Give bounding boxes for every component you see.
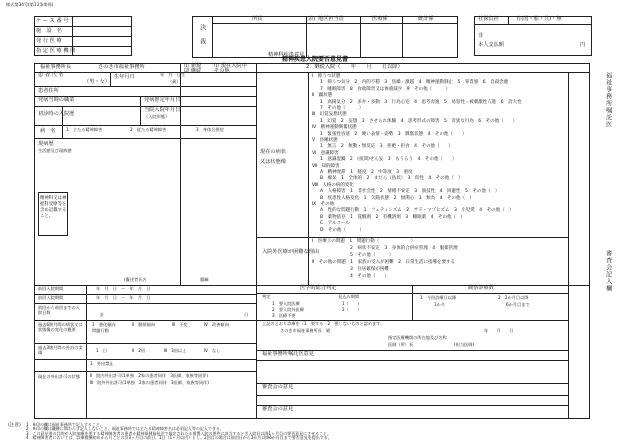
patient-name-label: 患 者 氏 名	[38, 72, 64, 78]
symptom-item: A 精神遅滞 1 軽度 2 中等度 3 重度	[320, 170, 413, 175]
outpt-opt2[interactable]: Ⅱ 院内外出許可(1単独 2家の患者同伴 3医師、家族等同伴)	[90, 373, 209, 378]
opinion-none[interactable]: 3 医療不要	[272, 313, 296, 318]
issuing-medical-label: 発 行 医 療	[36, 38, 62, 44]
symptom-item: B 薬物依存 1 覚醒剤 2 有機溶剤 3 睡眠薬 4 その他（ ）	[320, 214, 466, 220]
self-pay-label: 本人支払額	[478, 42, 504, 48]
obs-opt1b: 1か月	[434, 302, 446, 307]
symptom-item: 7 睡眠障害 8 食欲障害又は体重減少 9 その他（ ）	[320, 86, 451, 92]
hospitalization-item: 2 病状不安定 3 身体的合併症管理 4 服薬管理	[350, 246, 458, 251]
note-item: 4 精神障害者においては、診療報酬初めから月ごとの計3ヶ月目の前日、1日（1ヶ月以内）とし、2回目の場合は前回日から3か月以降6か月目まで要否意見を提出する。	[26, 435, 332, 440]
recent-state-label: 過去6箇月間の病状又は状態像の変化の概要	[38, 322, 83, 333]
symptom-item: A 性的な問題行動 1 フェティシズム 2 サド・マゾヒズム 3 小児愛 4 その他（ ）	[320, 208, 514, 214]
right-vertical-1: 福祉事務所嘱託医	[604, 72, 612, 128]
welfare-office-name: さのき市福祉事務所	[98, 64, 145, 70]
past-admit-label-1: 前回入院期間	[38, 286, 64, 291]
visit-none[interactable]: Ⅳ なし	[204, 348, 221, 353]
designated-institution-label: 指 定 医 療 機 関	[36, 48, 76, 54]
symptom-item: B 疾患性人格変化 1 欠陥状態 2 無関心 3 無為 4 その他（ ）	[320, 195, 475, 201]
opinion-inpatient[interactable]: 1 要入院医療	[272, 301, 300, 306]
occupation-label: 発病当時の職業	[38, 97, 75, 103]
onset-date-label: 発病推定年月日	[144, 97, 181, 103]
notes-label: (注意)	[8, 423, 21, 428]
symptom-item: 1 緊張性昏迷 2 硬い表情・姿勢 3 興奮状態 4 その他（ ）	[320, 131, 467, 137]
assessment-label: 判定	[262, 294, 271, 299]
state-type-label: 又は状態像	[260, 159, 286, 165]
observation-label: 観察診療数	[468, 285, 494, 291]
note-item: 1 ※印の欄は福祉事務所で記入すること。	[26, 422, 104, 427]
state-worse[interactable]: 1 悪化傾向	[92, 322, 116, 327]
state-improving[interactable]: Ⅳ 改善傾向	[204, 322, 229, 327]
present-admit-label: ⑴ 現在入院中	[214, 63, 247, 69]
period-opt1[interactable]: 1（ ）	[342, 301, 362, 306]
outpt-opt3[interactable]: Ⅲ 院外外出許可(1単独 2家の患者同伴 3医師、家族等同伴)	[90, 380, 209, 385]
symptom-item: Ⅵ 意識障害	[312, 150, 339, 156]
state-fluctuating[interactable]: Ⅱ 動揺傾向	[132, 322, 155, 327]
opinion-outpatient[interactable]: 2 要入院外医療	[272, 307, 304, 312]
hospitalization-item: 4 その他（ ）	[350, 274, 389, 279]
doctor-seal-label: (担当医師)	[454, 342, 475, 347]
symptom-item: Ⅳ 精神運動興奮状態	[312, 125, 357, 131]
note-item: 2 ※印の欄は職権に関わらず記入しないこと。福祉事務所では主たる精神障害名は必須記入等の記入できる。	[26, 426, 224, 432]
form-title: 精神疾患入院要否意見書	[282, 56, 349, 63]
visit-2[interactable]: Ⅱ 2回	[132, 348, 146, 353]
form-number: 様式第34号(第13条関係)	[6, 2, 54, 7]
symptom-item: D その他（ ）	[320, 227, 364, 233]
disease-primary: 1 主たる精神障害	[66, 127, 103, 132]
problem-behavior: 問題行動	[92, 328, 109, 333]
symptom-item: 1 抑うつ気分 2 内的不穏 3 焦燥・激越 4 精神運動制止 5 罪責感 6 自殺念慮	[320, 80, 509, 86]
symptom-item: Ⅱ 躁状態	[312, 93, 333, 99]
initial-visit-label: 当院入院年月日	[144, 107, 181, 113]
new-label: ⑴ 新規	[184, 63, 202, 69]
symptom-item: 1 意識混濁 2 (夜間)せん妄 3 もうろう 4 その他（ ）	[320, 157, 457, 163]
past-admit-period-2: 年 月 日 ～ 年 月 日	[96, 295, 151, 300]
history-sublabel: 生活歴及び現病歴	[38, 148, 72, 153]
obs-opt2[interactable]: 2 2か月目以降	[498, 295, 529, 300]
insurance-options: 有(国・船・共)・無	[516, 16, 562, 22]
total-label: 計	[100, 312, 105, 317]
symptom-item: Ⅶ 知的障害	[312, 163, 340, 169]
notice-text: 精神科又は神経科受療等を含め記載すること。	[40, 196, 67, 220]
header-date: (表)	[306, 16, 316, 22]
institution-label: 指定医療機関の所在地及び名称	[388, 335, 447, 340]
period-label: 見込み期間	[338, 294, 359, 299]
welfare-office-director-label: 福祉事務所長	[40, 64, 72, 70]
continued-admission: 2．継続入院（ 年 月 日以降）	[306, 64, 403, 70]
council-opinion-label: 審査会の意見	[262, 406, 294, 412]
hospitalization-item: 5 その他（ ）	[350, 253, 394, 258]
recent-visit-label: 過去3箇月間の外泊の実績	[38, 345, 83, 356]
disease-comorbid: 3 身体合併症	[196, 127, 224, 132]
outpt-opt1[interactable]: 1 外出禁止	[90, 361, 114, 366]
outpatient-difficulty-label: 入院外医療が困難な理由	[262, 249, 320, 255]
doctor-name-label: (擬述者氏名	[124, 277, 147, 282]
symptom-item: Ⅷ 人格の病的変化	[312, 182, 354, 188]
symptom-item: 1 幻覚 2 妄想 3 させられ体験 4 思考形式の障害 5 奇異な行為 6 その他（ ）	[320, 118, 518, 124]
hospitalization-item: Ⅰ 医療上の問題 1 問題行動（ ）	[312, 239, 416, 244]
doctor-seal: 籍綱	[200, 277, 209, 282]
symptom-item: 1 無言 2 無動・無反応 3 拒絶・拒食 4 その他（ ）	[320, 144, 453, 150]
dob-value: 年 月 日生	[160, 72, 186, 77]
symptom-item: C アルコール	[320, 221, 350, 227]
symptom-item: Ⅰ 抑うつ状態	[312, 74, 341, 79]
visit-3[interactable]: Ⅲ 3回以上	[164, 348, 187, 353]
visit-1[interactable]: 1 日	[96, 348, 108, 353]
continue-label: ⑵ 継続	[184, 68, 202, 74]
hospitalization-item: 3 住居確保が困難	[350, 267, 389, 272]
approval-label: 決 裁	[198, 24, 206, 45]
col-statistics: 統計係	[418, 16, 434, 22]
symptom-item: A 人格障害 1 非社会性 2 情緒不安定 3 演技性 4 回避性 5 その他（ ）	[320, 189, 500, 195]
symptom-item: Ⅲ 幻覚妄想状態	[312, 112, 347, 118]
past-admit-label-2: 前回入院期間	[38, 295, 64, 300]
past-outpatient-label: 前回から前回までの入院日数	[38, 305, 80, 316]
addressee: さのき市福祉事務所長 殿	[280, 328, 331, 333]
current-state-label: 現在の病状	[260, 149, 286, 155]
age-value: （歳）	[168, 79, 181, 84]
obs-opt1[interactable]: 1 今回診療日以降	[420, 295, 457, 300]
insurance-label: 社保負担	[478, 16, 499, 22]
patient-sex: （男・女）	[84, 79, 110, 85]
period-opt2[interactable]: 2（ ）	[342, 307, 362, 312]
other-label: その他	[214, 68, 230, 74]
note-item: 3 この意見書の目的が入院加療を要する精神障害者の患者か精神保健福祉法で規定されたる措置入院の要件に該当するとき入院日以降1ヶ月目の要否意見にさせること。	[26, 430, 332, 436]
review-label: 審査会の意見	[262, 384, 294, 390]
dob-label: 生年月日	[114, 74, 135, 80]
obs-opt2b: 6か月目まで	[506, 302, 530, 307]
symptom-item: Ⅴ 昏睡状態	[312, 138, 338, 143]
exempt-label: 非	[478, 33, 484, 39]
fee-opinion-label: 福祉事務所嘱託医意見	[262, 351, 314, 357]
symptom-item: B 痴呆 1 全体的 2 まだら（島状） 3 仮性 4 その他（ ）	[320, 176, 463, 182]
history-label: 現病歴	[38, 141, 54, 147]
col-director: 所長	[252, 16, 263, 22]
doctor-label: 医師（所）長	[388, 342, 414, 347]
disease-secondary: 2 従たる精神障害	[130, 127, 167, 132]
right-vertical-2: 審査会記入欄	[604, 250, 612, 292]
case-number-label: ケ ー ス 番 号	[36, 18, 69, 24]
symptom-item: Ⅸ その他	[312, 202, 335, 207]
past-admit-period-1: 年 月 日 ～ 年 月 日	[96, 286, 151, 291]
col-district-officer: 地区担当員	[318, 16, 344, 22]
days-label: 日	[244, 312, 249, 317]
statement-date: 年 月 日	[484, 328, 514, 333]
symptom-item: 1 高揚気分 2 多弁・多動 3 行為心迫 4 思考奔逸 5 易怒性・被刺激性亢進 6 誇大性	[320, 99, 522, 105]
admit-status: （入院形態）	[144, 114, 170, 119]
yen-label: 円	[580, 42, 586, 48]
medical-opinion-label: 医学的総合判定	[300, 285, 337, 291]
state-unchanged[interactable]: Ⅲ 不変	[172, 322, 188, 327]
address-label: 患者住所	[38, 88, 59, 94]
statement: 上記のとおり診療を（1 要する 2 要しないものと認めます。	[262, 321, 385, 326]
hospitalization-item: Ⅱ その他の問題 1 家族の受入が困難 2 日常生活に指導を要する	[312, 260, 455, 265]
col-medical-staff: 医療係	[372, 16, 388, 22]
symptom-item: 7 その他（ ）	[320, 106, 364, 111]
symptoms-header: 精神科疾患意見	[268, 52, 305, 58]
first-admit-label: 初診時の入院歴	[38, 111, 75, 117]
disease-label: 病 名	[40, 128, 56, 134]
facility-name-label: 施 設 名	[36, 28, 62, 34]
outpatient-permit-label: 現在の外出許可の状態	[38, 374, 80, 379]
